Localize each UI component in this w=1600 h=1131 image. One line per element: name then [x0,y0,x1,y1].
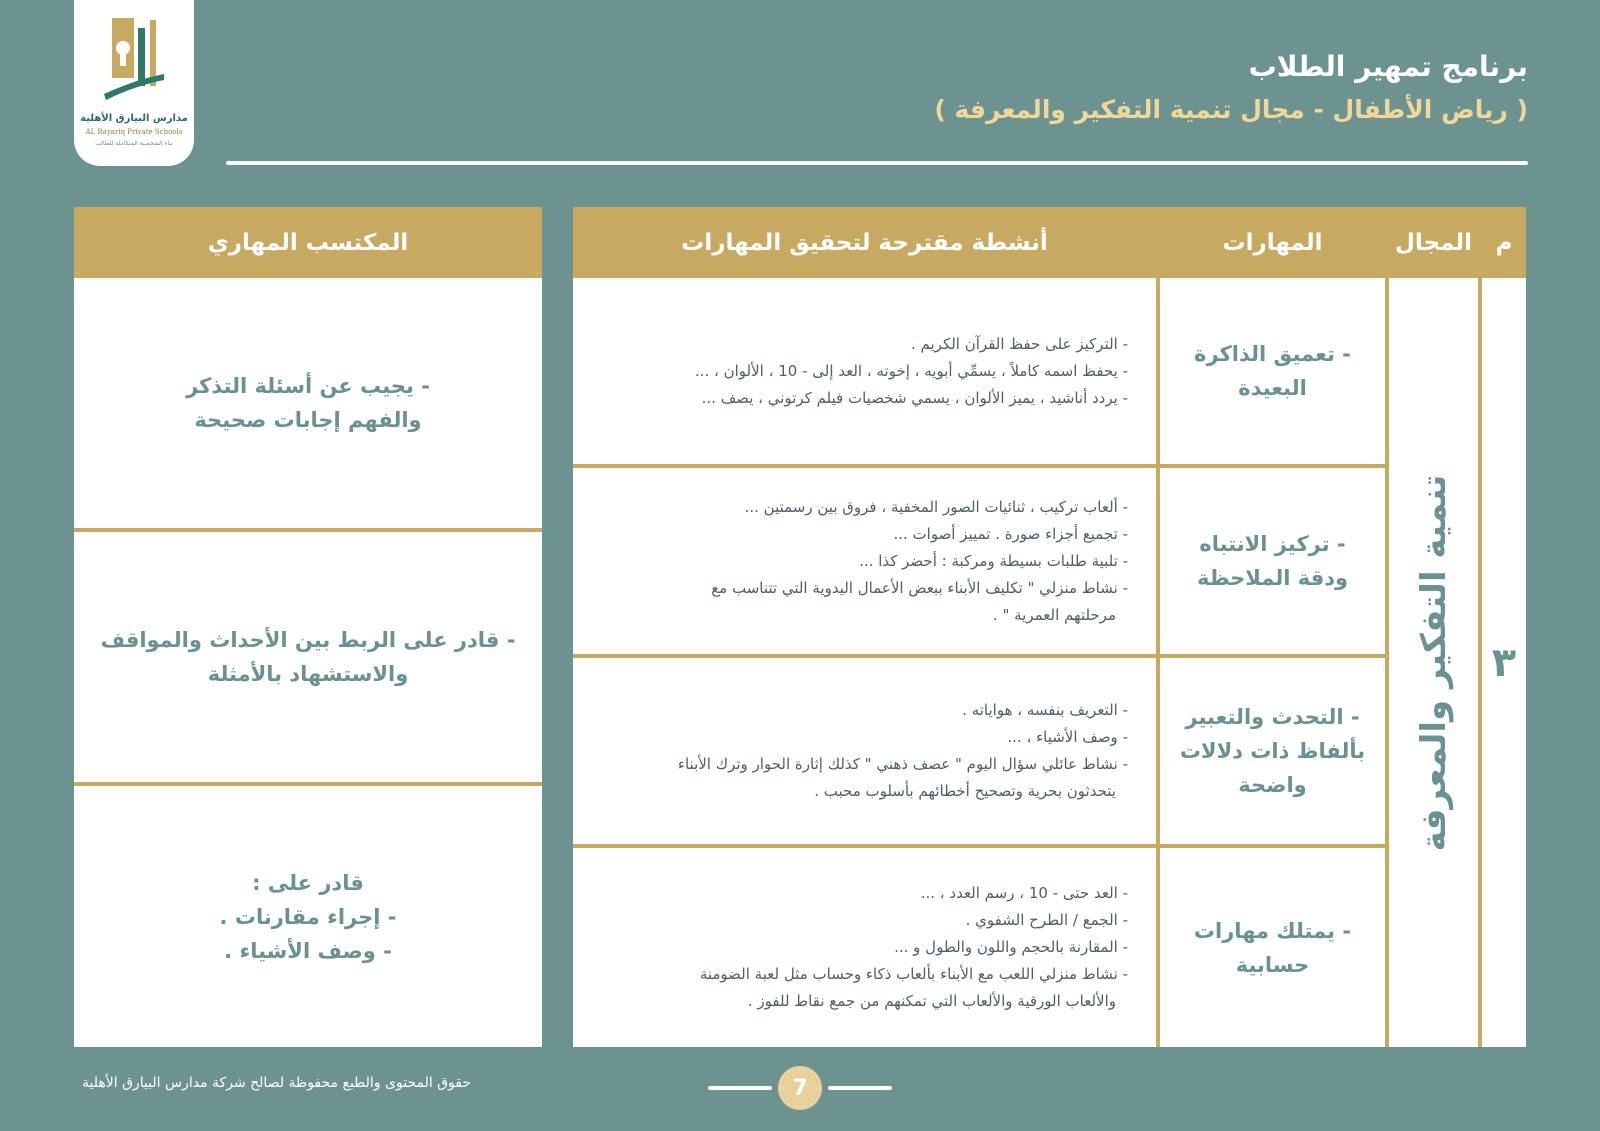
skill-cell: - التحدث والتعبير بألفاظ ذات دلالات واضحة [1179,705,1366,797]
activities-list [695,331,1128,412]
activities-cell [573,468,1156,654]
activity-item: - نشاط منزلي اللعب مع الأبناء بألعاب ذكاء وحساب مثل لعبة الضومنة [699,965,1128,983]
num-cell [1482,278,1526,1047]
header-skills: المهارات [1160,207,1385,278]
activity-item: - وصف الأشياء ، ... [1007,728,1128,746]
outcome-line: - وصف الأشياء . [224,938,392,963]
row-divider [573,654,1385,658]
column-divider [1156,207,1160,1047]
activity-item: - يحفظ اسمه كاملاً ، يسمِّي أبويه ، إخوته ، العد إلى - 10 ، الألوان ، ... [694,361,1128,380]
activity-item: يتحدثون بحرية وتصحيح أخطائهم بأسلوب محبب . [814,782,1116,800]
activity-item: - المقارنة بالحجم واللون والطول و ... [894,938,1128,956]
activity-item: مرحلتهم العمرية " . [992,605,1116,624]
column-divider [1478,207,1482,1047]
title-divider [226,161,1528,165]
header-domain: المجال [1389,207,1478,278]
row-divider [74,782,542,786]
activities-list [700,880,1128,1015]
outcomes-table [74,207,542,1047]
header-num: م [1482,207,1526,278]
outcome-line: - قادر على الربط بين الأحداث والمواقف [100,628,516,652]
logo-tagline: بناء الشخصية المتكاملة للطالب [95,140,173,147]
header-outcomes: المكتسب المهاري [74,207,542,278]
outcome-line: - إجراء مقارنات . [219,904,397,929]
activities-cell [573,848,1156,1047]
activities-column [573,278,1156,1047]
row-number: ٣ [1491,639,1517,686]
domain-label: تنمية التفكير والمعرفة [1413,474,1454,851]
skill-cell: - تعميق الذاكرة البعيدة [1194,342,1351,400]
logo-name-en: AL Bayariq Private Schools [85,128,183,136]
activity-item: - التركيز على حفظ القرآن الكريم . [910,334,1128,353]
activity-item: والألعاب الورقية والألعاب التي تمكنهم من جمع نقاط للفوز . [747,992,1116,1010]
skills-column [1160,278,1385,1047]
activity-item: - نشاط منزلي " تكليف الأبناء ببعض الأعمال اليدوية التي تتناسب مع [711,578,1128,597]
outcome-cell [74,278,542,528]
activities-cell [573,658,1156,844]
column-divider [1385,207,1389,1047]
outcome-line: والاستشهاد بالأمثلة [207,662,409,686]
page-subtitle: ( رياض الأطفال - مجال تنمية التفكير والمعرفة ) [934,95,1528,124]
outcome-cell [74,532,542,782]
activity-item: - الجمع / الطرح الشفوي . [965,911,1128,929]
header-activities: أنشطة مقترحة لتحقيق المهارات [573,207,1156,278]
row-divider [74,528,542,532]
activity-item: - التعريف بنفسه ، هواياته . [962,701,1128,719]
page-number: 7 [778,1066,822,1110]
outcome-cell [74,786,542,1047]
row-divider [573,844,1385,848]
activity-item: - العد حتى - 10 ، رسم العدد ، ... [920,884,1128,902]
school-logo [74,0,194,166]
logo-name-ar: مدارس البيارق الأهلية [80,113,188,124]
activities-list [678,697,1128,805]
skill-cell: - يمتلك مهارات حسابية [1193,918,1352,977]
activity-item: - نشاط عائلي سؤال اليوم " عصف ذهني " كذلك إثارة الحوار وترك الأبناء [677,755,1128,773]
page-line-right [828,1086,892,1090]
activity-item: - ألعاب تركيب ، ثنائيات الصور المخفية ، فروق بين رسمتين ... [744,497,1128,516]
activity-item: - تلبية طلبات بسيطة ومركبة : أحضر كذا ... [859,551,1128,570]
activity-item: - تجميع أجزاء صورة . تمييز أصوات ... [893,524,1128,543]
logo-mark-icon [100,14,168,110]
outcome-line: قادر على : [252,870,364,895]
activities-cell [573,278,1156,464]
activity-item: - يردد أناشيد ، يميز الألوان ، يسمي شخصيات فيلم كرتوني ، يصف ... [701,388,1128,407]
row-divider [573,464,1385,468]
activities-list [711,494,1128,629]
domain-cell [1389,278,1478,1047]
page-line-left [708,1086,772,1090]
outcome-line: - يجيب عن أسئلة التذكر [186,374,430,398]
outcomes-column [74,278,542,1047]
page-title: برنامج تمهير الطلاب [1248,50,1528,83]
skills-table [573,207,1526,1047]
outcome-line: والفهم إجابات صحيحة [194,408,422,432]
copyright-text: حقوق المحتوى والطبع محفوظة لصالح شركة مدارس البيارق الأهلية [82,1075,472,1091]
skill-cell: - تركيز الانتباه ودقة الملاحظة [1196,532,1349,590]
